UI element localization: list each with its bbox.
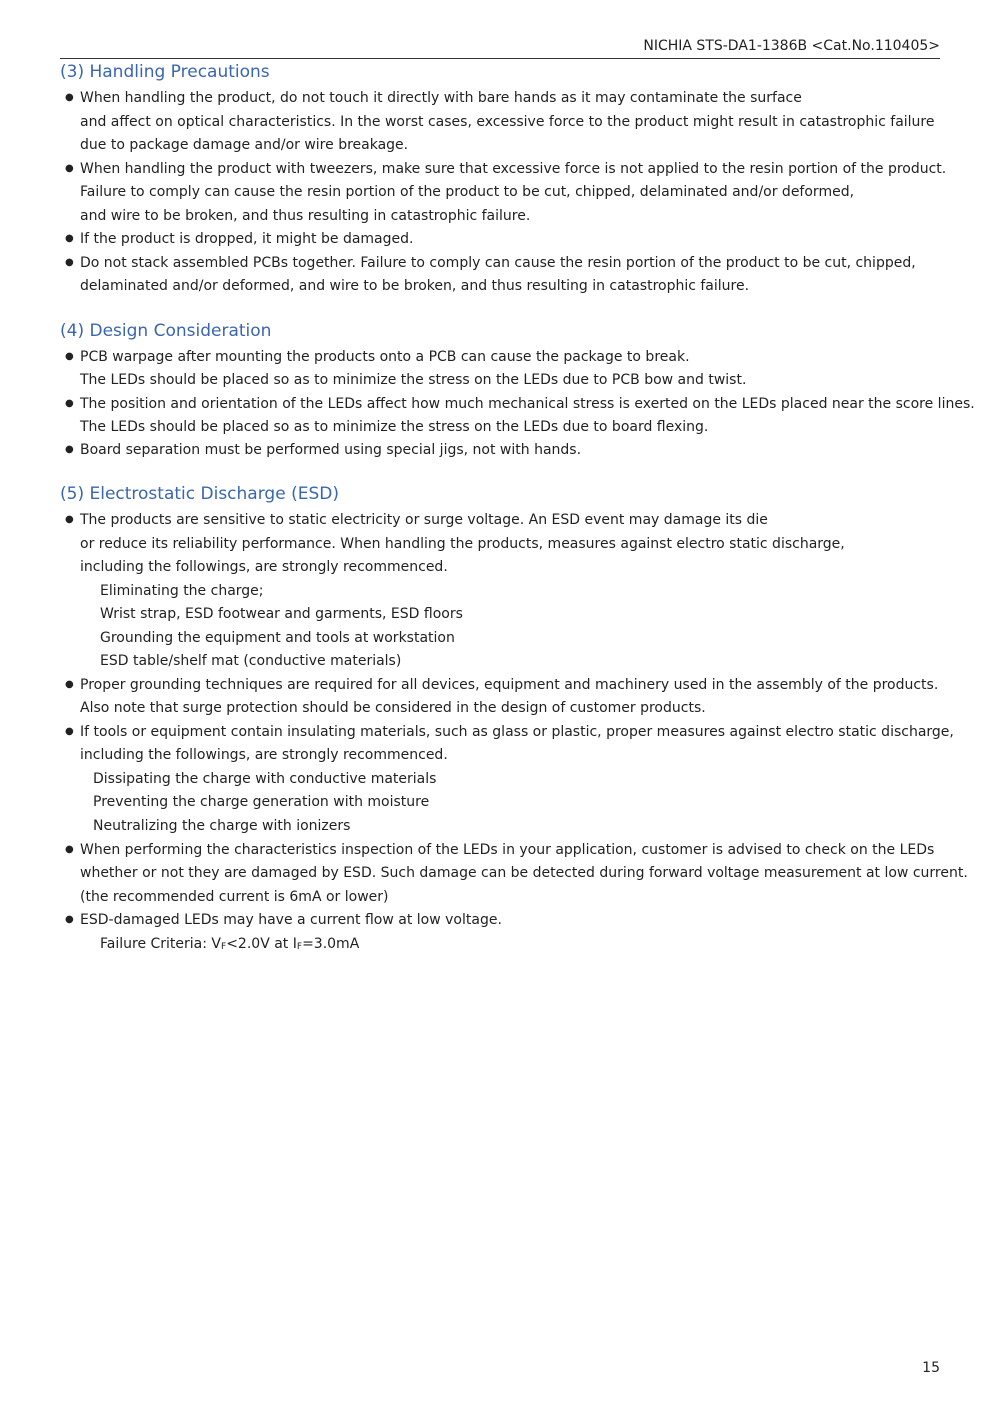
design-bullet-2: ● The position and orientation of the LEDs affect how much mechanical stress is exerted on the LEDs placed near the score lines.: [65, 396, 975, 412]
esd-bullet-2: ● Proper grounding techniques are required for all devices, equipment and machinery used in the assembly of the products.: [65, 677, 939, 693]
bullet-dot: ●: [65, 92, 74, 103]
esd-bullet-3: ● If tools or equipment contain insulating materials, such as glass or plastic, proper measures against electro static discharge,: [65, 724, 954, 740]
section-title-esd: (5) Electrostatic Discharge (ESD): [60, 484, 339, 504]
handling-line: due to package damage and/or wire breakage.: [80, 137, 409, 153]
bullet-dot: ●: [65, 844, 74, 855]
design-bullet-3: ● Board separation must be performed using special jigs, not with hands.: [65, 442, 582, 458]
esd-bullet-4: ● When performing the characteristics inspection of the LEDs in your application, customer is advised to check on the LEDs: [65, 842, 935, 858]
page-number: 15: [922, 1360, 940, 1376]
bullet-dot: ●: [65, 163, 74, 174]
design-line: The LEDs should be placed so as to minimize the stress on the LEDs due to PCB bow and twist.: [80, 372, 747, 388]
bullet-dot: ●: [65, 233, 74, 244]
esd-bullet-5: ● ESD-damaged LEDs may have a current flow at low voltage.: [65, 912, 502, 928]
esd-sub-item: Neutralizing the charge with ionizers: [93, 818, 351, 834]
esd-line: (the recommended current is 6mA or lower): [80, 889, 389, 905]
esd-line: whether or not they are damaged by ESD. Such damage can be detected during forward voltage measurement at low current.: [80, 865, 968, 881]
handling-bullet-1: ● When handling the product, do not touch it directly with bare hands as it may contaminate the surface: [65, 90, 802, 106]
bullet-dot: ●: [65, 914, 74, 925]
esd-line: Also note that surge protection should be considered in the design of customer products.: [80, 700, 706, 716]
handling-line: and wire to be broken, and thus resulting in catastrophic failure.: [80, 208, 531, 224]
document-id: NICHIA STS-DA1-1386B <Cat.No.110405>: [643, 38, 940, 54]
design-line: The LEDs should be placed so as to minimize the stress on the LEDs due to board flexing.: [80, 419, 709, 435]
section-title-design-consideration: (4) Design Consideration: [60, 321, 272, 341]
bullet-dot: ●: [65, 351, 74, 362]
esd-line: including the followings, are strongly recommenced.: [80, 559, 448, 575]
design-bullet-1: ● PCB warpage after mounting the products onto a PCB can cause the package to break.: [65, 349, 690, 365]
handling-line: Failure to comply can cause the resin portion of the product to be cut, chipped, delaminated and/or deformed,: [80, 184, 855, 200]
handling-bullet-3: ● If the product is dropped, it might be damaged.: [65, 231, 414, 247]
header-divider: [60, 58, 940, 59]
handling-line: and affect on optical characteristics. In the worst cases, excessive force to the product might result in catastrophic failure: [80, 114, 935, 130]
bullet-dot: ●: [65, 679, 74, 690]
section-title-handling-precautions: (3) Handling Precautions: [60, 62, 270, 82]
esd-sub-item: Wrist strap, ESD footwear and garments, ESD floors: [100, 606, 463, 622]
bullet-dot: ●: [65, 444, 74, 455]
handling-line: delaminated and/or deformed, and wire to be broken, and thus resulting in catastrophic failure.: [80, 278, 750, 294]
esd-sub-item: Eliminating the charge;: [100, 583, 264, 599]
esd-bullet-1: ● The products are sensitive to static electricity or surge voltage. An ESD event may damage its die: [65, 512, 768, 528]
esd-line: including the followings, are strongly recommenced.: [80, 747, 448, 763]
bullet-dot: ●: [65, 514, 74, 525]
handling-bullet-4: ● Do not stack assembled PCBs together. Failure to comply can cause the resin portion of the product to be cut, chipped,: [65, 255, 916, 271]
failure-criteria: Failure Criteria: $V_F<2.0V$ at $I_F=3.0mA$: [100, 936, 360, 952]
esd-sub-item: Preventing the charge generation with moisture: [93, 794, 430, 810]
bullet-dot: ●: [65, 398, 74, 409]
handling-bullet-2: ● When handling the product with tweezers, make sure that excessive force is not applied to the resin portion of the product.: [65, 161, 947, 177]
bullet-dot: ●: [65, 257, 74, 268]
esd-sub-item: Grounding the equipment and tools at workstation: [100, 630, 455, 646]
esd-sub-item: Dissipating the charge with conductive materials: [93, 771, 437, 787]
esd-line: or reduce its reliability performance. When handling the products, measures against electro static discharge,: [80, 536, 845, 552]
bullet-dot: ●: [65, 726, 74, 737]
esd-sub-item: ESD table/shelf mat (conductive materials): [100, 653, 402, 669]
